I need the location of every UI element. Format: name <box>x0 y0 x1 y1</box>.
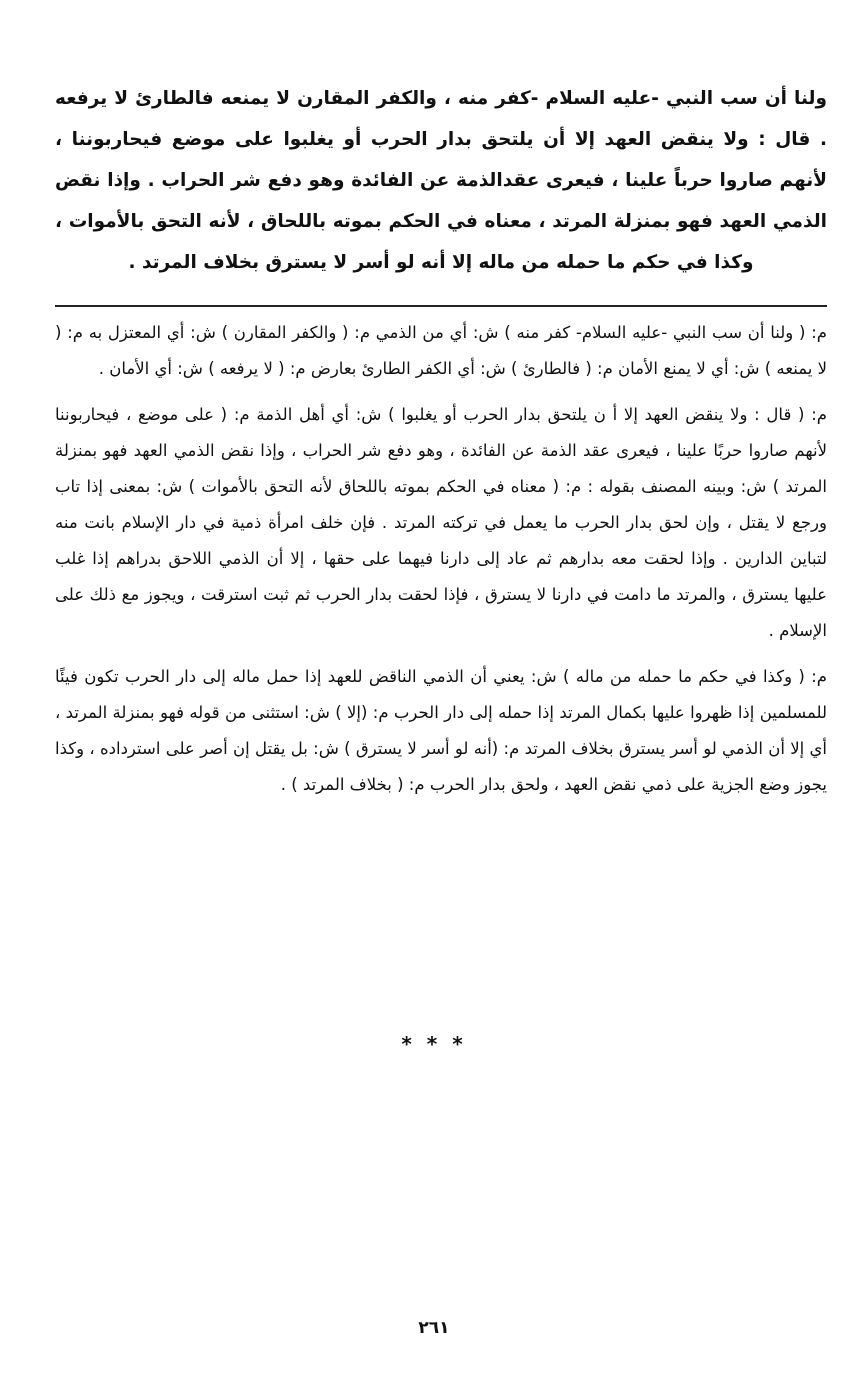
main-text-paragraph: ولنا أن سب النبي -عليه السلام -كفر منه ، والكفر المقارن لا يمنعه فالطارئ لا يرفعه . قال : ولا ينقض العهد إلا أن يلتحق بدار الحرب أو يغلبوا على موضع فيحاربوننا ، لأنهم صاروا حرباً علينا ، فيعرى عقدالذمة عن الفائدة وهو دفع شر الحراب . وإذا نقض الذمي العهد فهو بمنزلة المرتد ، معناه في الحكم بموته باللحاق ، لأنه التحق بالأموات ، وكذا في حكم ما حمله من ماله إلا أنه لو أسر لا يسترق بخلاف المرتد . <box>55 88 827 273</box>
page-number: ٢٦١ <box>418 1318 450 1338</box>
commentary-paragraph-3: م: ( وكذا في حكم ما حمله من ماله ) ش: يعني أن الذمي الناقض للعهد إذا حمل ماله إلى دار الحرب تكون فيئًا للمسلمين إذا ظهروا عليها بكمال المرتد إذا حمله إلى دار الحرب م: (إلا ) ش: استثنى من قوله فهو بمنزلة المرتد ، أي إلا أن الذمي لو أسر يسترق بخلاف المرتد م: (أنه لو أسر لا يسترق ) ش: بل يقتل إن أصر على استرداده ، وكذا يجوز وضع الجزية على ذمي نقض العهد ، ولحق بدار الحرب م: ( بخلاف المرتد ) . <box>55 667 827 794</box>
footnote-divider <box>55 305 827 307</box>
commentary-paragraph-2: م: ( قال : ولا ينقض العهد إلا أ ن يلتحق بدار الحرب أو يغلبوا ) ش: أي أهل الذمة م: ( على موضع ، فيحاربوننا لأنهم صاروا حربًا علينا ، فيعرى عقد الذمة عن الفائدة ، وهو دفع شر الحراب ، وإذا نقض الذمي العهد فهو بمنزلة المرتد ) ش: وبينه المصنف بقوله : م: ( معناه في الحكم بموته باللحاق لأنه التحق بالأموات ) ش: بمعنى إذا تاب ورجع لا يقتل ، وإن لحق بدار الحرب ما يعمل في تركته المرتد . فإن خلف امرأة ذمية في دار الإسلام بانت منه لتباين الدارين . وإذا لحقت معه بدارهم ثم عاد إلى دارنا فيهما على حقها ، إلا أن الذمي اللاحق بدراهم إذا غلب عليها يسترق ، والمرتد ما دامت في دارنا لا يسترق ، فإذا لحقت بدار الحرب ثم ثبت استرقت ، ويجوز مع ذلك على الإسلام . <box>55 405 827 640</box>
commentary-paragraph-1: م: ( ولنا أن سب النبي -عليه السلام- كفر منه ) ش: أي من الذمي م: ( والكفر المقارن ) ش: أي المعتزل به م: ( لا يمنعه ) ش: أي لا يمنع الأمان م: ( فالطارئ ) ش: أي الكفر الطارئ بعارض م: ( لا يرفعه ) ش: أي الأمان . <box>55 323 827 378</box>
commentary-section <box>55 315 827 813</box>
section-separator: * * * <box>401 1032 467 1056</box>
